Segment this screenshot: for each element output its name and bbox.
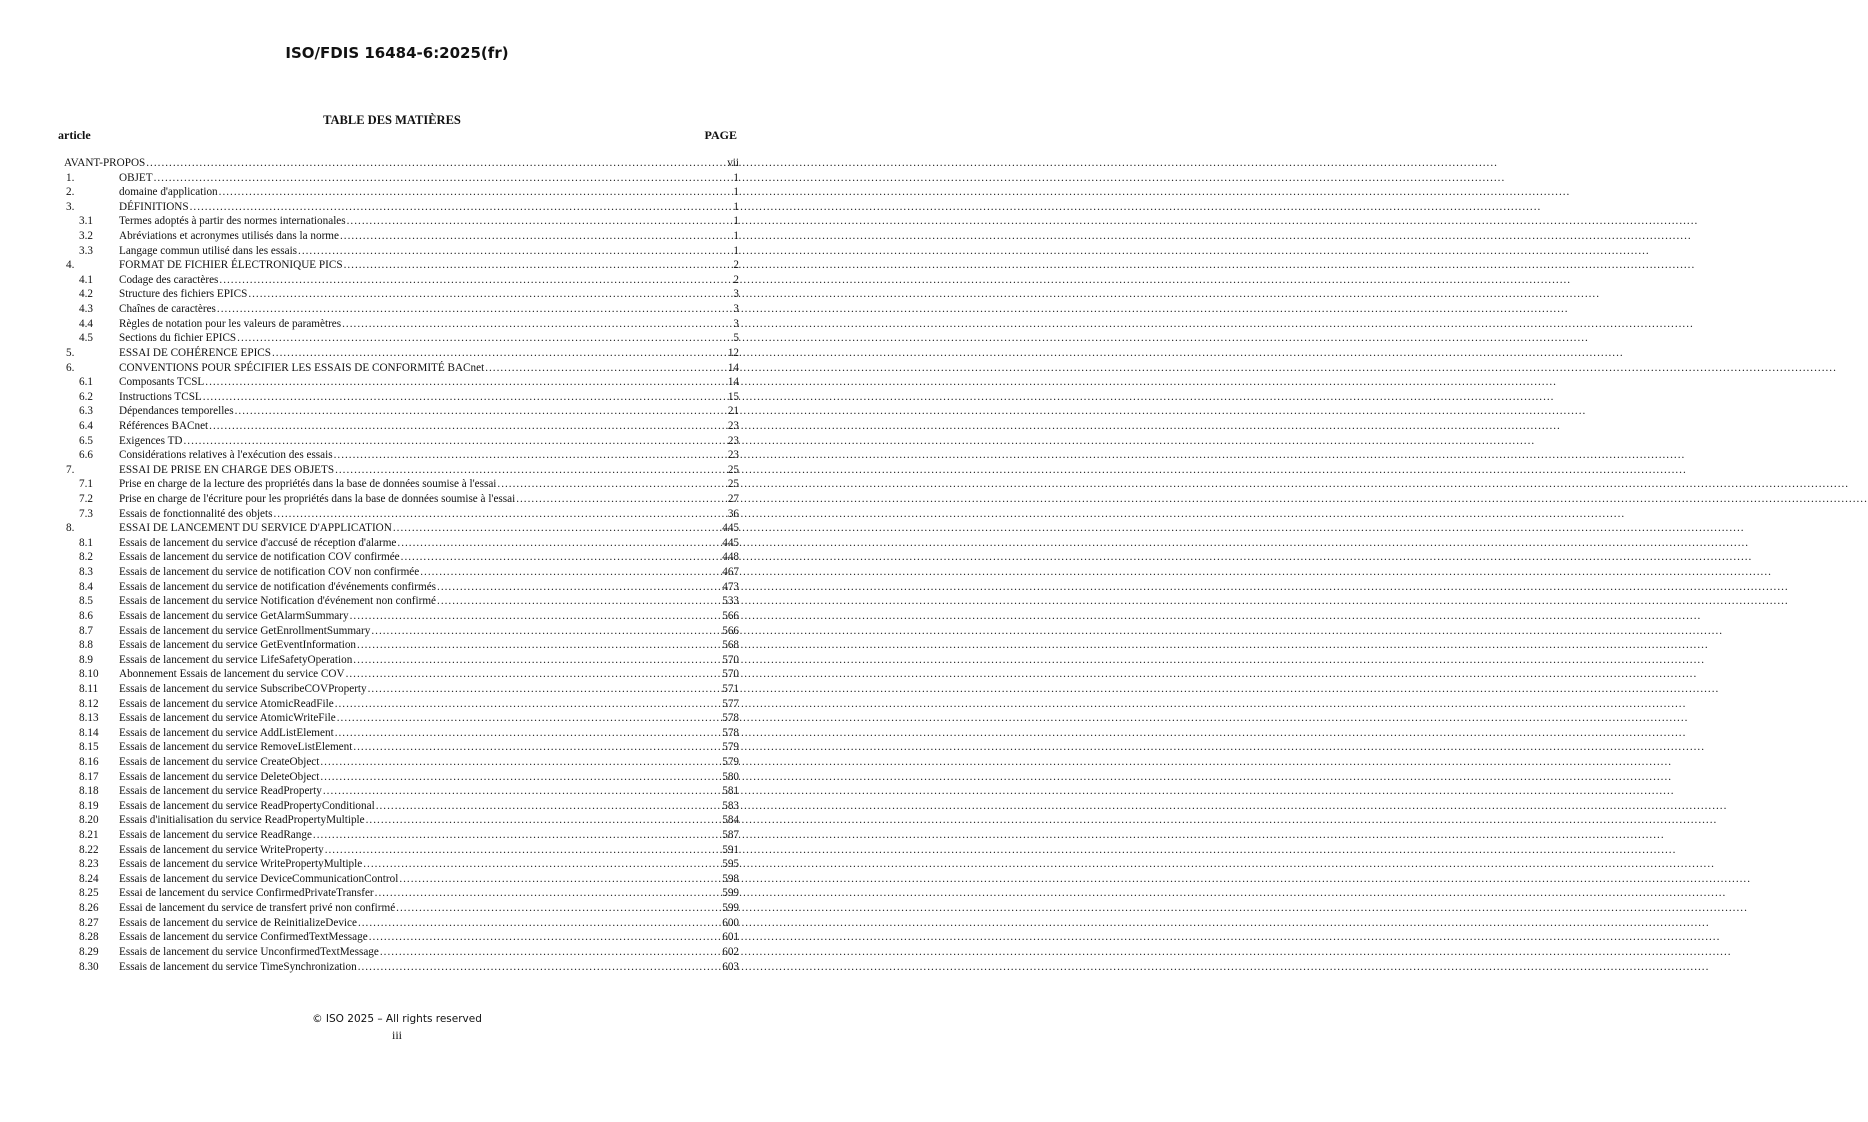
toc-entry-page: 602 — [722, 945, 739, 958]
dot-leader — [369, 931, 722, 944]
toc-entry[interactable] — [64, 186, 739, 201]
dot-leader — [375, 887, 722, 900]
toc-entry-number: 8.13 — [79, 712, 99, 725]
toc-entry-title: Chaînes de caractères — [119, 303, 216, 316]
toc-entry-title: Essais de lancement du service DeviceCommunicationControl — [119, 872, 399, 885]
toc-entry-page: 603 — [722, 960, 739, 973]
toc-entry[interactable] — [64, 917, 739, 932]
toc-entry-title: Essais de lancement du service ConfirmedTextMessage — [119, 931, 368, 944]
toc-entry[interactable] — [64, 493, 739, 508]
toc-entry-page: 579 — [722, 755, 739, 768]
toc-entry-number: 8.2 — [79, 551, 93, 564]
toc-entry-number: 8.1 — [79, 536, 93, 549]
toc-entry-number: 7. — [66, 463, 75, 476]
toc-entry-number: 8.30 — [79, 960, 99, 973]
dot-leader — [368, 683, 722, 696]
toc-entry-title: CONVENTIONS POUR SPÉCIFIER LES ESSAIS DE CONFORMITÉ BACnet — [119, 361, 485, 374]
dot-leader — [420, 566, 721, 579]
toc-entry[interactable] — [64, 172, 739, 187]
toc-entry-page: 23 — [727, 419, 739, 432]
toc-entry[interactable] — [64, 785, 739, 800]
toc-entry[interactable] — [64, 551, 739, 566]
dot-leader — [485, 362, 727, 375]
toc-entry-number: 6.6 — [79, 449, 93, 462]
toc-entry[interactable] — [64, 698, 739, 713]
toc-entry-page: 473 — [722, 580, 739, 593]
toc-entry[interactable] — [64, 376, 739, 391]
toc-entry-number: 4.3 — [79, 303, 93, 316]
toc-entry[interactable] — [64, 668, 739, 683]
toc-entry-number: 8. — [66, 522, 75, 535]
toc-entry-number: 8.4 — [79, 580, 93, 593]
toc-entry-number: 3.1 — [79, 215, 93, 228]
dot-leader — [437, 595, 721, 608]
toc-entry-page: 25 — [727, 463, 739, 476]
toc-entry[interactable] — [64, 946, 739, 961]
toc-entry-page: 15 — [727, 390, 739, 403]
toc-entry-number: 4.2 — [79, 288, 93, 301]
toc-entry-title: Sections du fichier EPICS — [119, 332, 237, 345]
dot-leader — [248, 288, 732, 301]
toc-entry-title: Codage des caractères — [119, 273, 219, 286]
toc-entry-page: 599 — [722, 902, 739, 915]
dot-leader — [272, 347, 727, 360]
toc-entry[interactable] — [64, 464, 739, 479]
dot-leader — [497, 478, 726, 491]
toc-entry-number: 8.21 — [79, 829, 99, 842]
toc-entry[interactable] — [64, 814, 739, 829]
toc-entry-page: 533 — [722, 595, 739, 608]
dot-leader — [366, 814, 722, 827]
toc-entry-number: 8.7 — [79, 624, 93, 637]
toc-entry-page: 571 — [722, 682, 739, 695]
toc-entry-title: Essais de lancement du service WritePropertyMultiple — [119, 858, 363, 871]
toc-entry[interactable] — [64, 639, 739, 654]
toc-entry-title: Prise en charge de l'écriture pour les propriétés dans la base de données soumise à l'essai — [119, 493, 516, 506]
toc-entry-page: 23 — [727, 449, 739, 462]
toc-entry-page: 23 — [727, 434, 739, 447]
toc-entry[interactable] — [64, 800, 739, 815]
toc-entry[interactable] — [64, 654, 739, 669]
toc-entry-title: Essais de lancement du service GetEventInformation — [119, 639, 357, 652]
toc-entry-number: 8.22 — [79, 843, 99, 856]
toc-entry-page: 580 — [722, 770, 739, 783]
toc-entry-title: Essais de lancement du service AddListElement — [119, 726, 334, 739]
toc-entry-page: 3 — [733, 303, 739, 316]
toc-entry-title: Dépendances temporelles — [119, 405, 234, 418]
dot-leader — [363, 858, 721, 871]
toc-entry-title: Essais de fonctionnalité des objets — [119, 507, 273, 520]
dot-leader — [205, 376, 727, 389]
toc-entry-page: 12 — [727, 346, 739, 359]
toc-entry-page: 36 — [727, 507, 739, 520]
toc-entry[interactable] — [64, 829, 739, 844]
toc-entry[interactable] — [64, 610, 739, 625]
document-id-header: ISO/FDIS 16484-6:2025(fr) — [285, 44, 509, 62]
toc-entry[interactable] — [64, 844, 739, 859]
toc-entry-page: 584 — [722, 814, 739, 827]
toc-entry-page: 566 — [722, 624, 739, 637]
toc-entry[interactable] — [64, 902, 739, 917]
toc-entry-number: 8.10 — [79, 668, 99, 681]
dot-leader — [219, 274, 732, 287]
toc-entry-page: 601 — [722, 931, 739, 944]
dot-leader — [358, 961, 722, 974]
toc-entry[interactable] — [64, 201, 739, 216]
dot-leader — [325, 844, 722, 857]
toc-entry-title: Abonnement Essais de lancement du service COV — [119, 668, 345, 681]
toc-entry-page: 2 — [733, 273, 739, 286]
toc-entry-number: 7.1 — [79, 478, 93, 491]
toc-entry[interactable] — [64, 405, 739, 420]
toc-entry-number: 8.9 — [79, 653, 93, 666]
toc-entry-title: Essais de lancement du service UnconfirmedTextMessage — [119, 945, 379, 958]
toc-entry-number: 8.14 — [79, 726, 99, 739]
toc-entry-page: 25 — [727, 478, 739, 491]
toc-title: TABLE DES MATIÈRES — [323, 113, 461, 127]
toc-entry-number: 6.4 — [79, 419, 93, 432]
toc-entry-title: Composants TCSL — [119, 376, 205, 389]
toc-entry-title: OBJET — [119, 171, 153, 184]
toc-entry-number: 8.6 — [79, 609, 93, 622]
toc-entry-number: 4.5 — [79, 332, 93, 345]
toc-entry-page: 581 — [722, 785, 739, 798]
toc-entry-number: 5. — [66, 346, 75, 359]
toc-entry-page: 595 — [722, 858, 739, 871]
toc-entry-number: 8.15 — [79, 741, 99, 754]
toc-entry[interactable] — [64, 756, 739, 771]
toc-entry-page: 570 — [722, 668, 739, 681]
toc-entry-number: 6.3 — [79, 405, 93, 418]
toc-entry-page: 5 — [733, 332, 739, 345]
toc-entry-title: Règles de notation pour les valeurs de paramètres — [119, 317, 342, 330]
dot-leader — [323, 785, 721, 798]
toc-entry[interactable] — [64, 581, 739, 596]
toc-entry-title: Essais de lancement du service Notification d'événement non confirmé — [119, 595, 437, 608]
toc-entry[interactable] — [64, 595, 739, 610]
toc-entry-number: 6.2 — [79, 390, 93, 403]
toc-entry-page: 1 — [733, 230, 739, 243]
dot-leader — [273, 508, 726, 521]
toc-entry-title: Abréviations et acronymes utilisés dans la norme — [119, 230, 339, 243]
toc-entry-title: Essai de lancement du service ConfirmedPrivateTransfer — [119, 887, 374, 900]
toc-entry-page: 1 — [733, 215, 739, 228]
toc-entry-title: domaine d'application — [119, 186, 218, 199]
toc-entry-number: 8.5 — [79, 595, 93, 608]
toc-entry-title: AVANT-PROPOS — [64, 157, 146, 169]
dot-leader — [380, 946, 721, 959]
dot-leader — [320, 771, 721, 784]
toc-entry-page: 14 — [727, 376, 739, 389]
toc-entry-number: 4.4 — [79, 317, 93, 330]
toc-entry-number: 8.3 — [79, 566, 93, 579]
table-of-contents — [64, 157, 739, 975]
page-number: iii — [391, 1028, 402, 1042]
toc-entry[interactable] — [64, 931, 739, 946]
toc-entry-number: 2. — [66, 186, 75, 199]
toc-entry-number: 8.16 — [79, 755, 99, 768]
dot-leader — [401, 551, 722, 564]
toc-entry-title: Essais de lancement du service GetEnrollmentSummary — [119, 624, 371, 637]
toc-entry[interactable] — [64, 741, 739, 756]
dot-leader — [340, 230, 732, 243]
toc-entry[interactable] — [64, 478, 739, 493]
toc-entry[interactable] — [64, 259, 739, 274]
toc-entry-title: FORMAT DE FICHIER ÉLECTRONIQUE PICS — [119, 259, 343, 272]
toc-entry-title: Termes adoptés à partir des normes internationales — [119, 215, 346, 228]
toc-entry-page: 578 — [722, 726, 739, 739]
toc-entry-title: Essai de lancement du service de transfert privé non confirmé — [119, 902, 396, 915]
toc-entry[interactable] — [64, 157, 739, 172]
dot-leader — [203, 391, 727, 404]
toc-entry[interactable] — [64, 858, 739, 873]
toc-entry-number: 8.23 — [79, 858, 99, 871]
toc-entry-title: Références BACnet — [119, 419, 209, 432]
toc-entry[interactable] — [64, 887, 739, 902]
toc-entry-number: 8.24 — [79, 872, 99, 885]
toc-entry[interactable] — [64, 712, 739, 727]
toc-entry-title: Essais de lancement du service DeleteObject — [119, 770, 320, 783]
toc-entry-number: 6.1 — [79, 376, 93, 389]
dot-leader — [237, 332, 732, 345]
dot-leader — [146, 157, 726, 170]
toc-entry-page: 583 — [722, 799, 739, 812]
toc-entry-page: 566 — [722, 609, 739, 622]
dot-leader — [353, 741, 721, 754]
toc-entry-number: 4. — [66, 259, 75, 272]
toc-entry-title: Essais de lancement du service RemoveListElement — [119, 741, 353, 754]
dot-leader — [298, 245, 732, 258]
toc-entry-number: 8.12 — [79, 697, 99, 710]
toc-entry-title: Essais de lancement du service CreateObject — [119, 755, 320, 768]
toc-entry-number: 7.3 — [79, 507, 93, 520]
dot-leader — [190, 201, 733, 214]
toc-entry-page: 579 — [722, 741, 739, 754]
toc-entry-page: 1 — [733, 171, 739, 184]
toc-entry[interactable] — [64, 332, 739, 347]
toc-entry-page: 599 — [722, 887, 739, 900]
dot-leader — [353, 654, 721, 667]
dot-leader — [335, 727, 722, 740]
toc-entry-page: 448 — [722, 551, 739, 564]
toc-entry[interactable] — [64, 245, 739, 260]
toc-column-label-article: article — [58, 128, 91, 142]
toc-entry-page: 27 — [727, 493, 739, 506]
toc-entry-number: 8.27 — [79, 916, 99, 929]
toc-entry-title: Essais de lancement du service de ReinitializeDevice — [119, 916, 357, 929]
toc-entry[interactable] — [64, 347, 739, 362]
toc-entry-title: DÉFINITIONS — [119, 200, 189, 213]
dot-leader — [154, 172, 733, 185]
dot-leader — [371, 625, 721, 638]
toc-entry-title: Essais de lancement du service de notification d'événements confirmés — [119, 580, 437, 593]
toc-entry-title: ESSAI DE LANCEMENT DU SERVICE D'APPLICATION — [119, 522, 392, 535]
toc-entry-number: 3. — [66, 200, 75, 213]
toc-entry-page: 445 — [722, 522, 739, 535]
toc-entry[interactable] — [64, 961, 739, 976]
toc-entry[interactable] — [64, 274, 739, 289]
toc-entry[interactable] — [64, 391, 739, 406]
toc-entry[interactable] — [64, 508, 739, 523]
toc-entry[interactable] — [64, 435, 739, 450]
toc-entry-number: 8.17 — [79, 770, 99, 783]
toc-entry-page: 14 — [727, 361, 739, 374]
dot-leader — [235, 405, 727, 418]
dot-leader — [350, 610, 722, 623]
toc-entry-title: Essais de lancement du service ReadRange — [119, 829, 312, 842]
toc-entry-number: 4.1 — [79, 273, 93, 286]
dot-leader — [376, 800, 722, 813]
toc-entry-page: 445 — [722, 536, 739, 549]
toc-entry[interactable] — [64, 230, 739, 245]
dot-leader — [320, 756, 721, 769]
toc-entry-title: Langage commun utilisé dans les essais — [119, 244, 298, 257]
toc-entry[interactable] — [64, 362, 739, 377]
toc-entry-number: 8.28 — [79, 931, 99, 944]
toc-entry-page: 2 — [733, 259, 739, 272]
dot-leader — [393, 522, 721, 535]
toc-entry-title: Essais de lancement du service AtomicReadFile — [119, 697, 334, 710]
copyright-footer: © ISO 2025 – All rights reserved — [312, 1013, 482, 1025]
toc-column-label-page: PAGE — [704, 128, 737, 142]
toc-entry[interactable] — [64, 727, 739, 742]
toc-entry-page: 578 — [722, 712, 739, 725]
toc-entry-title: Essais de lancement du service LifeSafetyOperation — [119, 653, 353, 666]
dot-leader — [346, 668, 722, 681]
toc-entry-page: 1 — [733, 244, 739, 257]
dot-leader — [342, 318, 732, 331]
dot-leader — [347, 215, 733, 228]
toc-entry-number: 3.2 — [79, 230, 93, 243]
toc-entry-title: Essais de lancement du service d'accusé de réception d'alarme — [119, 536, 397, 549]
dot-leader — [344, 259, 733, 272]
toc-entry-title: Essais de lancement du service de notification COV non confirmée — [119, 566, 420, 579]
dot-leader — [397, 537, 721, 550]
dot-leader — [209, 420, 727, 433]
toc-entry[interactable] — [64, 873, 739, 888]
dot-leader — [183, 435, 726, 448]
dot-leader — [399, 873, 721, 886]
toc-entry-number: 1. — [66, 171, 75, 184]
toc-entry-title: Essais de lancement du service ReadProperty — [119, 785, 322, 798]
toc-entry-title: Essais de lancement du service WriteProperty — [119, 843, 324, 856]
toc-entry-number: 8.18 — [79, 785, 99, 798]
toc-entry-title: Structure des fichiers EPICS — [119, 288, 248, 301]
toc-entry[interactable] — [64, 303, 739, 318]
toc-entry-page: vii — [727, 157, 739, 169]
toc-entry-title: Exigences TD — [119, 434, 183, 447]
dot-leader — [335, 464, 727, 477]
toc-entry-title: Essais d'initialisation du service ReadPropertyMultiple — [119, 814, 365, 827]
toc-entry[interactable] — [64, 771, 739, 786]
toc-entry-number: 8.29 — [79, 945, 99, 958]
toc-entry-number: 8.8 — [79, 639, 93, 652]
toc-entry-page: 1 — [733, 186, 739, 199]
toc-entry-title: Prise en charge de la lecture des propriétés dans la base de données soumise à l'essai — [119, 478, 497, 491]
toc-entry-number: 6.5 — [79, 434, 93, 447]
toc-entry[interactable] — [64, 318, 739, 333]
dot-leader — [516, 493, 727, 506]
toc-entry-number: 8.26 — [79, 902, 99, 915]
dot-leader — [219, 186, 733, 199]
toc-entry-title: Essais de lancement du service ReadPropertyConditional — [119, 799, 375, 812]
toc-entry-number: 7.2 — [79, 493, 93, 506]
toc-entry-title: Essais de lancement du service GetAlarmSummary — [119, 609, 349, 622]
toc-entry[interactable] — [64, 683, 739, 698]
toc-entry[interactable] — [64, 420, 739, 435]
toc-entry-title: Considérations relatives à l'exécution des essais — [119, 449, 333, 462]
toc-entry-page: 600 — [722, 916, 739, 929]
toc-entry[interactable] — [64, 288, 739, 303]
toc-entry[interactable] — [64, 566, 739, 581]
toc-entry-number: 8.11 — [79, 682, 99, 695]
toc-entry-page: 3 — [733, 288, 739, 301]
toc-entry[interactable] — [64, 449, 739, 464]
toc-entry-page: 587 — [722, 829, 739, 842]
dot-leader — [337, 712, 722, 725]
toc-entry-number: 8.25 — [79, 887, 99, 900]
toc-entry-page: 598 — [722, 872, 739, 885]
dot-leader — [217, 303, 733, 316]
toc-entry-title: Essais de lancement du service AtomicWriteFile — [119, 712, 336, 725]
dot-leader — [437, 581, 721, 594]
toc-entry-page: 591 — [722, 843, 739, 856]
toc-entry-page: 570 — [722, 653, 739, 666]
toc-entry[interactable] — [64, 625, 739, 640]
toc-entry-page: 21 — [727, 405, 739, 418]
toc-entry-title: Essais de lancement du service SubscribeCOVProperty — [119, 682, 367, 695]
dot-leader — [335, 698, 722, 711]
dot-leader — [313, 829, 721, 842]
toc-entry-title: Essais de lancement du service TimeSynchronization — [119, 960, 357, 973]
toc-entry-page: 577 — [722, 697, 739, 710]
toc-entry-page: 1 — [733, 200, 739, 213]
toc-entry-number: 8.19 — [79, 799, 99, 812]
toc-entry-title: Essais de lancement du service de notification COV confirmée — [119, 551, 400, 564]
toc-entry-page: 568 — [722, 639, 739, 652]
dot-leader — [396, 902, 721, 915]
toc-entry-number: 3.3 — [79, 244, 93, 257]
toc-entry[interactable] — [64, 522, 739, 537]
toc-entry[interactable] — [64, 215, 739, 230]
toc-entry-title: ESSAI DE COHÉRENCE EPICS — [119, 346, 271, 359]
toc-entry-number: 6. — [66, 361, 75, 374]
toc-entry-page: 467 — [722, 566, 739, 579]
dot-leader — [358, 917, 721, 930]
toc-entry-page: 3 — [733, 317, 739, 330]
toc-entry-title: ESSAI DE PRISE EN CHARGE DES OBJETS — [119, 463, 335, 476]
dot-leader — [334, 449, 727, 462]
toc-entry-title: Instructions TCSL — [119, 390, 202, 403]
toc-entry-number: 8.20 — [79, 814, 99, 827]
toc-entry[interactable] — [64, 537, 739, 552]
dot-leader — [357, 639, 721, 652]
